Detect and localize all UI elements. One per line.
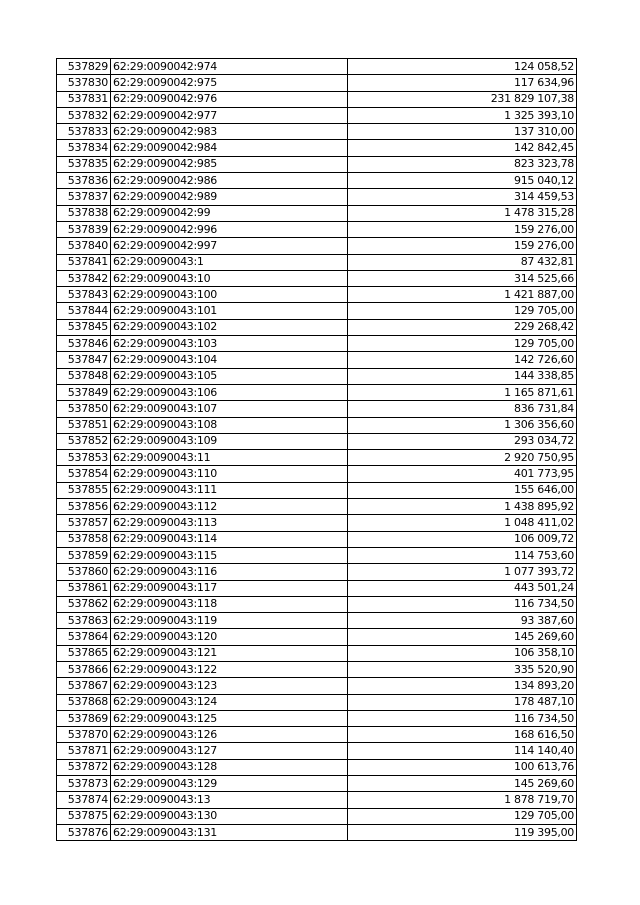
- cadastral-value-cell: 1 077 393,72: [348, 564, 577, 580]
- cadastral-value-cell: 1 421 887,00: [348, 287, 577, 303]
- row-number-cell: 537838: [57, 205, 111, 221]
- row-number-cell: 537843: [57, 287, 111, 303]
- table-row: [57, 270, 577, 286]
- table-row: [57, 254, 577, 270]
- table-row: [57, 319, 577, 335]
- cadastral-number-cell: 62:29:0090043:106: [111, 384, 348, 400]
- cadastral-number-cell: 62:29:0090043:121: [111, 645, 348, 661]
- row-number-cell: 537861: [57, 580, 111, 596]
- cadastral-number-cell: 62:29:0090043:119: [111, 613, 348, 629]
- row-number-cell: 537849: [57, 384, 111, 400]
- cadastral-value-cell: 1 165 871,61: [348, 384, 577, 400]
- table-row: [57, 189, 577, 205]
- cadastral-number-cell: 62:29:0090043:100: [111, 287, 348, 303]
- cadastral-value-cell: 93 387,60: [348, 613, 577, 629]
- cadastral-value-cell: 915 040,12: [348, 173, 577, 189]
- cadastral-value-cell: 129 705,00: [348, 303, 577, 319]
- cadastral-number-cell: 62:29:0090043:108: [111, 417, 348, 433]
- table-row: [57, 792, 577, 808]
- cadastral-number-cell: 62:29:0090043:117: [111, 580, 348, 596]
- cadastral-value-cell: 168 616,50: [348, 727, 577, 743]
- table-row: [57, 124, 577, 140]
- cadastral-number-cell: 62:29:0090043:120: [111, 629, 348, 645]
- table-row: [57, 466, 577, 482]
- cadastral-value-cell: 145 269,60: [348, 776, 577, 792]
- cadastral-value-cell: 142 842,45: [348, 140, 577, 156]
- table-row: [57, 352, 577, 368]
- cadastral-value-cell: 1 306 356,60: [348, 417, 577, 433]
- cadastral-value-cell: 401 773,95: [348, 466, 577, 482]
- table-row: [57, 450, 577, 466]
- table-row: [57, 547, 577, 563]
- cadastral-value-cell: 823 323,78: [348, 156, 577, 172]
- cadastral-value-cell: 159 276,00: [348, 221, 577, 237]
- table-row: [57, 694, 577, 710]
- cadastral-number-cell: 62:29:0090042:984: [111, 140, 348, 156]
- table-row: [57, 613, 577, 629]
- cadastral-number-cell: 62:29:0090042:975: [111, 75, 348, 91]
- row-number-cell: 537839: [57, 221, 111, 237]
- cadastral-value-cell: 137 310,00: [348, 124, 577, 140]
- cadastral-number-cell: 62:29:0090043:104: [111, 352, 348, 368]
- cadastral-value-cell: 145 269,60: [348, 629, 577, 645]
- cadastral-number-cell: 62:29:0090042:997: [111, 238, 348, 254]
- cadastral-value-cell: 106 358,10: [348, 645, 577, 661]
- row-number-cell: 537850: [57, 401, 111, 417]
- row-number-cell: 537858: [57, 531, 111, 547]
- row-number-cell: 537830: [57, 75, 111, 91]
- table-row: [57, 710, 577, 726]
- table-row: [57, 580, 577, 596]
- row-number-cell: 537865: [57, 645, 111, 661]
- row-number-cell: 537863: [57, 613, 111, 629]
- table-row: [57, 401, 577, 417]
- cadastral-number-cell: 62:29:0090043:107: [111, 401, 348, 417]
- cadastral-number-cell: 62:29:0090043:111: [111, 482, 348, 498]
- cadastral-number-cell: 62:29:0090043:127: [111, 743, 348, 759]
- row-number-cell: 537842: [57, 270, 111, 286]
- table-row: [57, 221, 577, 237]
- cadastral-value-cell: 314 459,53: [348, 189, 577, 205]
- table-row: [57, 156, 577, 172]
- table-row: [57, 482, 577, 498]
- row-number-cell: 537851: [57, 417, 111, 433]
- cadastral-number-cell: 62:29:0090042:977: [111, 107, 348, 123]
- table-row: [57, 238, 577, 254]
- row-number-cell: 537832: [57, 107, 111, 123]
- cadastral-number-cell: 62:29:0090043:128: [111, 759, 348, 775]
- cadastral-number-cell: 62:29:0090043:109: [111, 433, 348, 449]
- cadastral-number-cell: 62:29:0090043:123: [111, 678, 348, 694]
- cadastral-number-cell: 62:29:0090043:103: [111, 336, 348, 352]
- cadastral-value-cell: 117 634,96: [348, 75, 577, 91]
- row-number-cell: 537836: [57, 173, 111, 189]
- cadastral-value-cell: 1 325 393,10: [348, 107, 577, 123]
- cadastral-value-cell: 1 878 719,70: [348, 792, 577, 808]
- cadastral-number-cell: 62:29:0090042:99: [111, 205, 348, 221]
- cadastral-value-cell: 443 501,24: [348, 580, 577, 596]
- table-row: [57, 645, 577, 661]
- row-number-cell: 537862: [57, 596, 111, 612]
- cadastral-value-cell: 116 734,50: [348, 596, 577, 612]
- cadastral-value-cell: 100 613,76: [348, 759, 577, 775]
- cadastral-number-cell: 62:29:0090043:101: [111, 303, 348, 319]
- cadastral-number-cell: 62:29:0090043:129: [111, 776, 348, 792]
- cadastral-number-cell: 62:29:0090043:114: [111, 531, 348, 547]
- row-number-cell: 537857: [57, 515, 111, 531]
- table-row: [57, 205, 577, 221]
- cadastral-value-cell: 229 268,42: [348, 319, 577, 335]
- cadastral-value-cell: 159 276,00: [348, 238, 577, 254]
- row-number-cell: 537873: [57, 776, 111, 792]
- row-number-cell: 537846: [57, 336, 111, 352]
- row-number-cell: 537856: [57, 499, 111, 515]
- table-row: [57, 287, 577, 303]
- cadastral-value-cell: 836 731,84: [348, 401, 577, 417]
- cadastral-number-cell: 62:29:0090043:116: [111, 564, 348, 580]
- cadastral-number-cell: 62:29:0090042:986: [111, 173, 348, 189]
- row-number-cell: 537837: [57, 189, 111, 205]
- cadastral-value-cell: 119 395,00: [348, 824, 577, 840]
- cadastral-number-cell: 62:29:0090043:130: [111, 808, 348, 824]
- cadastral-value-cell: 314 525,66: [348, 270, 577, 286]
- row-number-cell: 537848: [57, 368, 111, 384]
- row-number-cell: 537859: [57, 547, 111, 563]
- row-number-cell: 537874: [57, 792, 111, 808]
- row-number-cell: 537847: [57, 352, 111, 368]
- cadastral-number-cell: 62:29:0090043:126: [111, 727, 348, 743]
- cadastral-value-table: [56, 58, 577, 841]
- row-number-cell: 537834: [57, 140, 111, 156]
- row-number-cell: 537835: [57, 156, 111, 172]
- cadastral-value-cell: 134 893,20: [348, 678, 577, 694]
- cadastral-number-cell: 62:29:0090043:124: [111, 694, 348, 710]
- table-row: [57, 59, 577, 75]
- row-number-cell: 537840: [57, 238, 111, 254]
- table-row: [57, 759, 577, 775]
- row-number-cell: 537867: [57, 678, 111, 694]
- table-row: [57, 303, 577, 319]
- row-number-cell: 537866: [57, 661, 111, 677]
- cadastral-value-cell: 1 478 315,28: [348, 205, 577, 221]
- cadastral-number-cell: 62:29:0090043:10: [111, 270, 348, 286]
- table-row: [57, 727, 577, 743]
- row-number-cell: 537845: [57, 319, 111, 335]
- cadastral-number-cell: 62:29:0090043:11: [111, 450, 348, 466]
- cadastral-number-cell: 62:29:0090043:110: [111, 466, 348, 482]
- row-number-cell: 537860: [57, 564, 111, 580]
- table-row: [57, 515, 577, 531]
- row-number-cell: 537872: [57, 759, 111, 775]
- cadastral-value-cell: 129 705,00: [348, 336, 577, 352]
- table-row: [57, 661, 577, 677]
- cadastral-value-cell: 144 338,85: [348, 368, 577, 384]
- table-row: [57, 531, 577, 547]
- row-number-cell: 537855: [57, 482, 111, 498]
- cadastral-value-cell: 1 438 895,92: [348, 499, 577, 515]
- cadastral-number-cell: 62:29:0090043:122: [111, 661, 348, 677]
- row-number-cell: 537868: [57, 694, 111, 710]
- cadastral-number-cell: 62:29:0090043:115: [111, 547, 348, 563]
- row-number-cell: 537841: [57, 254, 111, 270]
- table-row: [57, 743, 577, 759]
- cadastral-number-cell: 62:29:0090043:13: [111, 792, 348, 808]
- table-row: [57, 75, 577, 91]
- row-number-cell: 537871: [57, 743, 111, 759]
- cadastral-number-cell: 62:29:0090043:102: [111, 319, 348, 335]
- table-row: [57, 417, 577, 433]
- cadastral-value-cell: 293 034,72: [348, 433, 577, 449]
- cadastral-value-cell: 178 487,10: [348, 694, 577, 710]
- table-row: [57, 596, 577, 612]
- table-row: [57, 824, 577, 840]
- row-number-cell: 537833: [57, 124, 111, 140]
- cadastral-value-cell: 335 520,90: [348, 661, 577, 677]
- cadastral-number-cell: 62:29:0090042:989: [111, 189, 348, 205]
- cadastral-number-cell: 62:29:0090042:974: [111, 59, 348, 75]
- cadastral-value-cell: 129 705,00: [348, 808, 577, 824]
- cadastral-number-cell: 62:29:0090043:113: [111, 515, 348, 531]
- cadastral-value-cell: 116 734,50: [348, 710, 577, 726]
- row-number-cell: 537875: [57, 808, 111, 824]
- cadastral-value-cell: 142 726,60: [348, 352, 577, 368]
- cadastral-number-cell: 62:29:0090042:996: [111, 221, 348, 237]
- cadastral-value-cell: 87 432,81: [348, 254, 577, 270]
- row-number-cell: 537876: [57, 824, 111, 840]
- row-number-cell: 537831: [57, 91, 111, 107]
- row-number-cell: 537864: [57, 629, 111, 645]
- table-row: [57, 384, 577, 400]
- table-row: [57, 629, 577, 645]
- cadastral-value-cell: 106 009,72: [348, 531, 577, 547]
- cadastral-number-cell: 62:29:0090043:118: [111, 596, 348, 612]
- cadastral-value-cell: 231 829 107,38: [348, 91, 577, 107]
- table-row: [57, 678, 577, 694]
- row-number-cell: 537844: [57, 303, 111, 319]
- cadastral-number-cell: 62:29:0090043:131: [111, 824, 348, 840]
- row-number-cell: 537829: [57, 59, 111, 75]
- table-row: [57, 368, 577, 384]
- table-body: [57, 59, 577, 841]
- cadastral-number-cell: 62:29:0090042:985: [111, 156, 348, 172]
- row-number-cell: 537870: [57, 727, 111, 743]
- cadastral-value-cell: 114 753,60: [348, 547, 577, 563]
- table-row: [57, 140, 577, 156]
- cadastral-value-cell: 124 058,52: [348, 59, 577, 75]
- row-number-cell: 537853: [57, 450, 111, 466]
- cadastral-value-cell: 2 920 750,95: [348, 450, 577, 466]
- table-row: [57, 808, 577, 824]
- table-row: [57, 433, 577, 449]
- cadastral-number-cell: 62:29:0090042:976: [111, 91, 348, 107]
- row-number-cell: 537852: [57, 433, 111, 449]
- cadastral-number-cell: 62:29:0090043:1: [111, 254, 348, 270]
- row-number-cell: 537854: [57, 466, 111, 482]
- table-row: [57, 776, 577, 792]
- table-row: [57, 91, 577, 107]
- table-row: [57, 499, 577, 515]
- table-row: [57, 107, 577, 123]
- cadastral-number-cell: 62:29:0090043:125: [111, 710, 348, 726]
- cadastral-number-cell: 62:29:0090043:105: [111, 368, 348, 384]
- table-row: [57, 173, 577, 189]
- cadastral-number-cell: 62:29:0090043:112: [111, 499, 348, 515]
- table-row: [57, 336, 577, 352]
- row-number-cell: 537869: [57, 710, 111, 726]
- cadastral-value-cell: 155 646,00: [348, 482, 577, 498]
- cadastral-value-cell: 114 140,40: [348, 743, 577, 759]
- cadastral-number-cell: 62:29:0090042:983: [111, 124, 348, 140]
- cadastral-value-cell: 1 048 411,02: [348, 515, 577, 531]
- table-row: [57, 564, 577, 580]
